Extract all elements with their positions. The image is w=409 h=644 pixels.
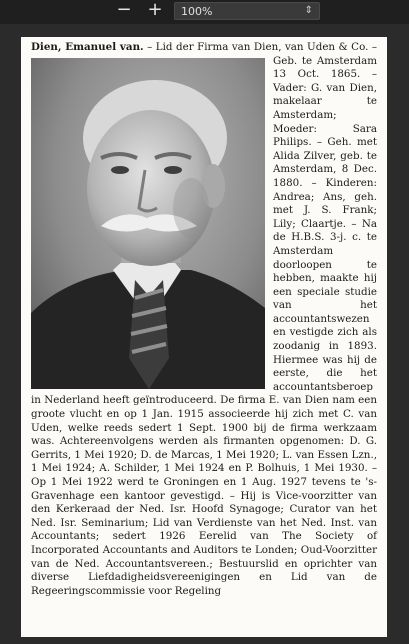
zoom-value: 100% <box>181 5 213 18</box>
zoom-out-button[interactable]: − <box>116 0 132 20</box>
entry-name: Dien, Emanuel van. <box>31 41 144 53</box>
viewer-toolbar <box>0 0 409 24</box>
entry-body: – Lid der Firma van Dien, van Uden & Co. – Geb. te Amsterdam 13 Oct. 1865. – Vader: G. van Dien, makelaar te Amsterdam; Moeder: Sara Philips. – Geh. met Alida Zilver, geb. te Amsterdam, 8 Dec. 1880. – Kinderen: Andrea; Ans, geh. met J. S. Frank; Lily; Claartje. – Na de H.B.S. 3-j. c. te Amsterdam doorloopen te hebben, maakte hij een speciale studie van het accountantswezen en vestigde zich als zoodanig in 1893. Hiermee was hij de eerste, die het accountantsberoep in Nederland heeft geïntroduceerd. De firma E. van Dien nam een groote vlucht en op 1 Jan. 1915 associeerde hij zich met C. van Uden, welke reeds sedert 1 Sept. 1900 bij de firma werkzaam was. Achtereenvolgens werden als firmanten opgenomen: D. G. Gerrits, 1 Mei 1920; D. de Marcas, 1 Mei 1920; L. van Essen Lzn., 1 Mei 1924; A. Schilder, 1 Mei 1924 en P. Bolhuis, 1 Mei 1930. – Op 1 Mei 1922 werd te Groningen en 1 Aug. 1927 tevens te 's-Gravenhage een kantoor gevestigd. – Hij is Vice-voorzitter van den Kerkeraad der Ned. Isr. Hoofd Synagoge; Curator van het Ned. Isr. Seminarium; Lid van Verdienste van het Ned. Inst. van Accountants; sedert 1926 Eerelid van The Society of Incorporated Accountants and Auditors te Londen; Oud-Voorzitter van de Ned. Accountantsvereen.; Bestuurslid en oprichter van diverse Liefdadigheidsvereenigingen en Lid van de Regeeringscommissie voor Regeling <box>31 41 377 597</box>
zoom-in-button[interactable]: + <box>147 0 163 20</box>
chevron-updown-icon: ⇕ <box>304 5 313 16</box>
portrait-photo <box>31 58 265 389</box>
zoom-select[interactable] <box>174 2 320 20</box>
document-page <box>21 37 387 637</box>
biography-entry <box>31 41 377 598</box>
